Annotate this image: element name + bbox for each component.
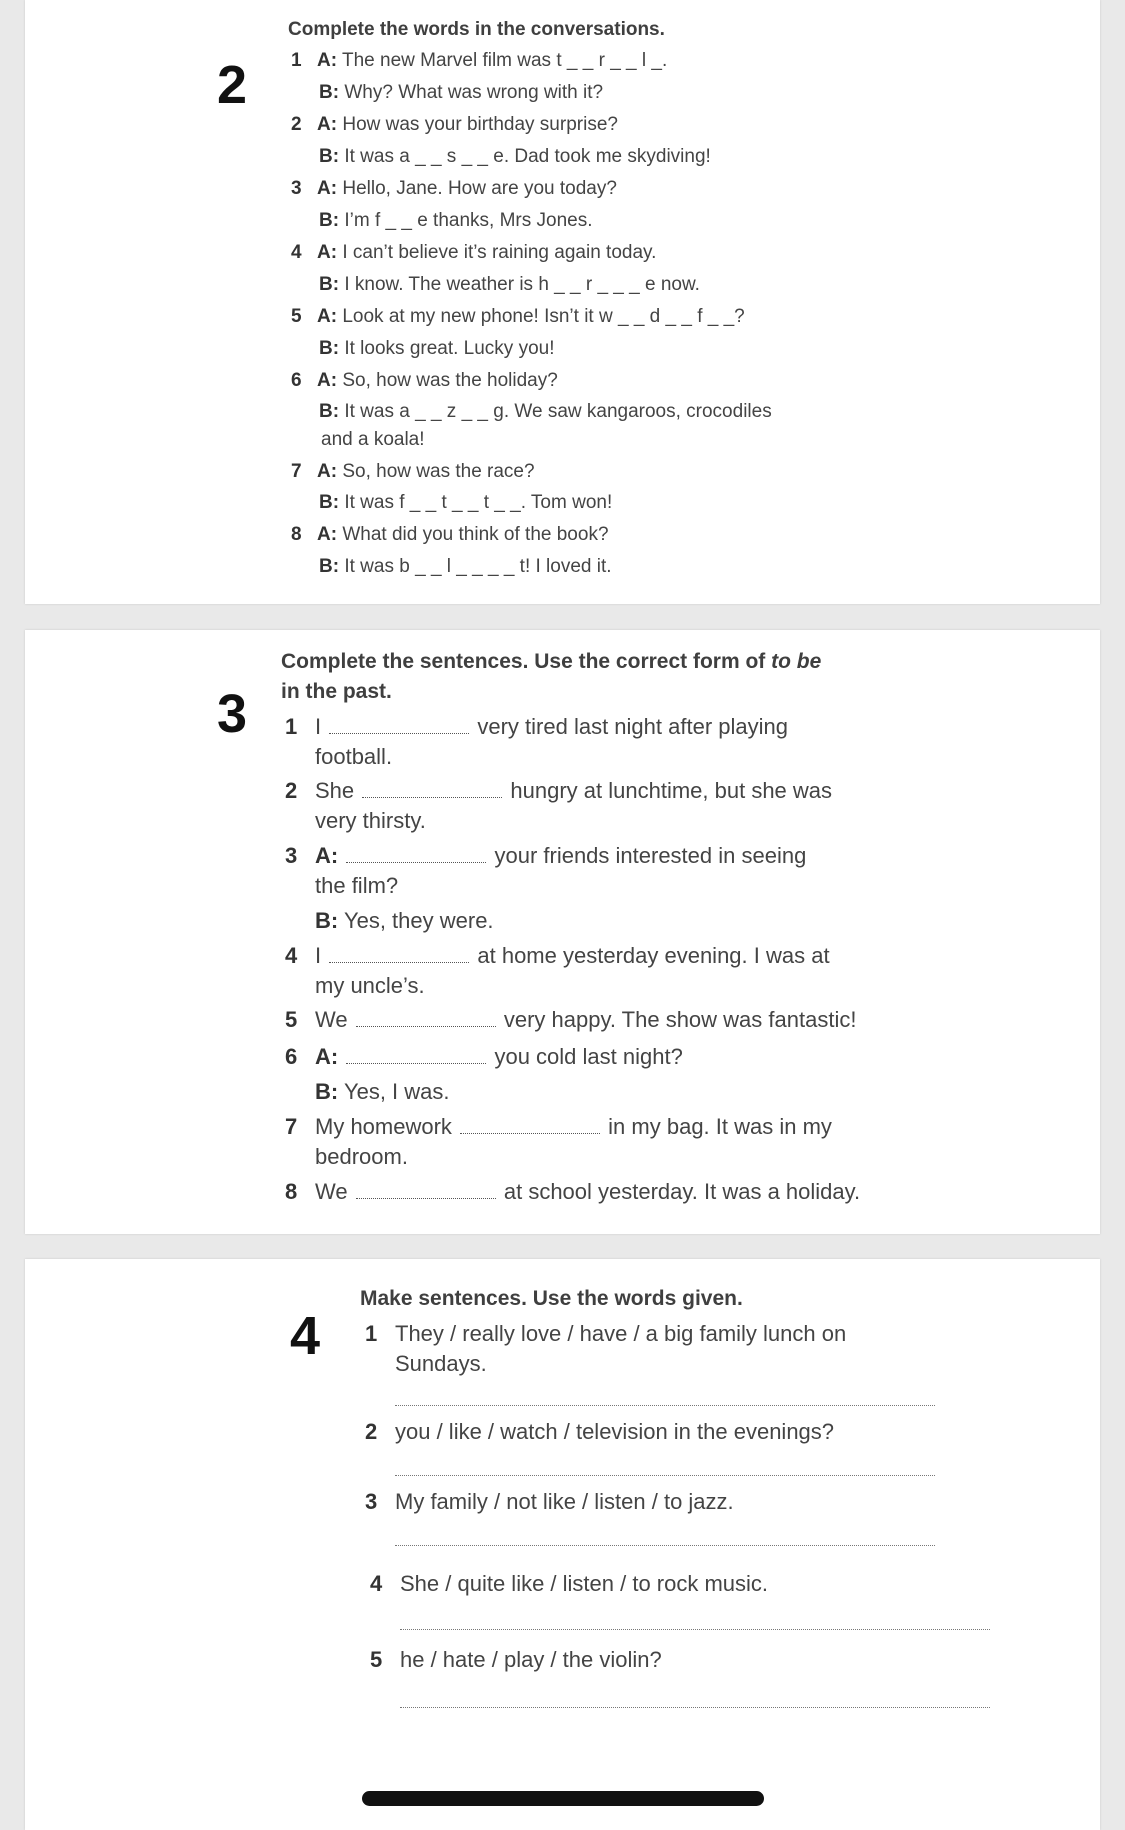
answer-blank[interactable]	[362, 779, 502, 798]
answer-line[interactable]	[400, 1629, 990, 1630]
item-6-a: 6 A: So, how was the holiday?	[291, 370, 558, 391]
item-4-cont: my uncle’s.	[315, 973, 425, 998]
item-7-a: 7 A: So, how was the race?	[291, 461, 535, 482]
item-2: 2 you / like / watch / television in the evenings?	[365, 1419, 835, 1444]
exercise-instruction: Complete the words in the conversations.	[288, 19, 665, 40]
home-indicator[interactable]	[362, 1791, 764, 1806]
item-3: 3 My family / not like / listen / to jazz.	[365, 1489, 734, 1514]
answer-blank[interactable]	[346, 844, 486, 863]
item-1-a: 1 A: The new Marvel film was t _ _ r _ _ l _.	[291, 50, 668, 71]
answer-blank[interactable]	[329, 944, 469, 963]
item-6-b: B: Yes, I was.	[315, 1079, 450, 1104]
item-2-cont: very thirsty.	[315, 808, 426, 833]
item-1-cont: Sundays.	[395, 1351, 487, 1376]
item-1: 1 I very tired last night after playing	[285, 714, 788, 739]
item-1-cont: football.	[315, 744, 393, 769]
answer-line[interactable]	[395, 1475, 935, 1476]
item-8-b: B: It was b _ _ l _ _ _ _ t! I loved it.	[319, 556, 612, 577]
answer-blank[interactable]	[460, 1115, 600, 1134]
item-5-a: 5 A: Look at my new phone! Isn’t it w _ _ d _ _ f _ _?	[291, 306, 745, 327]
item-3-a: 3 A: Hello, Jane. How are you today?	[291, 178, 617, 199]
item-7-b: B: It was f _ _ t _ _ t _ _. Tom won!	[319, 492, 613, 513]
item-4-a: 4 A: I can’t believe it’s raining again today.	[291, 242, 657, 263]
answer-line[interactable]	[400, 1707, 990, 1708]
item-7: 7 My homework in my bag. It was in my	[285, 1114, 832, 1139]
exercise-instruction: Complete the sentences. Use the correct form of to be	[281, 650, 822, 673]
item-5: 5 We very happy. The show was fantastic!	[285, 1007, 857, 1032]
answer-blank[interactable]	[329, 715, 469, 734]
item-2: 2 She hungry at lunchtime, but she was	[285, 778, 833, 803]
item-3-b: B: I’m f _ _ e thanks, Mrs Jones.	[319, 210, 593, 231]
exercise-instruction-line2: in the past.	[281, 680, 392, 703]
item-6: 6 A: you cold last night?	[285, 1044, 683, 1069]
exercise-2-card	[25, 0, 1100, 604]
answer-blank[interactable]	[356, 1180, 496, 1199]
exercise-4-card	[25, 1259, 1100, 1830]
exercise-number: 3	[217, 684, 248, 744]
answer-blank[interactable]	[346, 1045, 486, 1064]
item-4-b: B: I know. The weather is h _ _ r _ _ _ e now.	[319, 274, 700, 295]
exercise-number: 2	[217, 55, 248, 115]
item-8-a: 8 A: What did you think of the book?	[291, 524, 609, 545]
item-7-cont: bedroom.	[315, 1144, 408, 1169]
exercise-3-card	[25, 630, 1100, 1234]
item-5-b: B: It looks great. Lucky you!	[319, 338, 555, 359]
item-3: 3 A: your friends interested in seeing	[285, 843, 807, 868]
answer-line[interactable]	[395, 1545, 935, 1546]
answer-blank[interactable]	[356, 1008, 496, 1027]
item-8: 8 We at school yesterday. It was a holiday.	[285, 1179, 861, 1204]
item-6-b: B: It was a _ _ z _ _ g. We saw kangaroos, crocodiles	[319, 401, 772, 422]
exercise-number: 4	[290, 1306, 321, 1366]
item-3-b: B: Yes, they were.	[315, 908, 494, 933]
exercise-instruction: Make sentences. Use the words given.	[360, 1287, 743, 1310]
item-2-a: 2 A: How was your birthday surprise?	[291, 114, 618, 135]
item-4: 4 She / quite like / listen / to rock music.	[370, 1571, 769, 1596]
item-3-cont: the film?	[315, 873, 399, 898]
item-5: 5 he / hate / play / the violin?	[370, 1647, 662, 1672]
item-6-b-cont: and a koala!	[321, 429, 425, 450]
item-1: 1 They / really love / have / a big family lunch on	[365, 1321, 847, 1346]
answer-line[interactable]	[395, 1405, 935, 1406]
item-4: 4 I at home yesterday evening. I was at	[285, 943, 830, 968]
item-2-b: B: It was a _ _ s _ _ e. Dad took me skydiving!	[319, 146, 711, 167]
item-1-b: B: Why? What was wrong with it?	[319, 82, 604, 103]
